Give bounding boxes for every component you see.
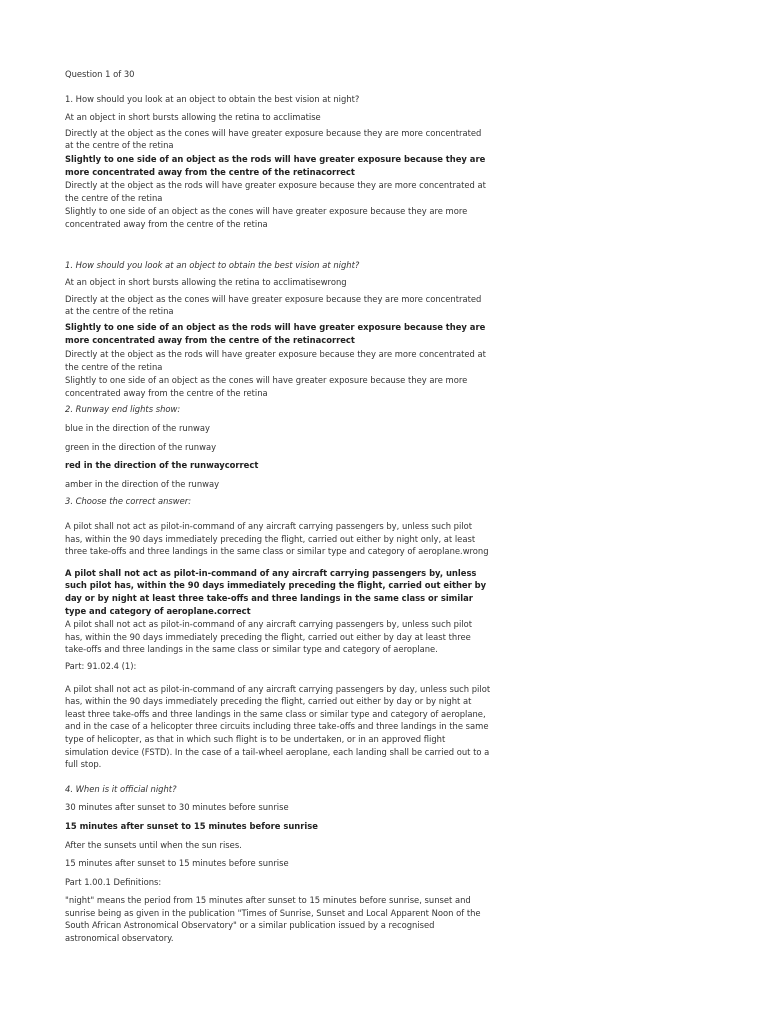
regulation-explanation: "night" means the period from 15 minutes after sunset to 15 minutes before sunrise, sunset and sunrise being as given in the publication "Times of Sunrise, Sunset and Local Apparent Noon of the South African Astronomical Observatory" or a similar publication issued by a recognised astronomical observatory. (65, 895, 481, 944)
question-text: 1. How should you look at an object to obtain the best vision at night? (65, 93, 360, 104)
answer-option: 15 minutes after sunset to 15 minutes before sunrise (65, 858, 289, 869)
answer-option-correct: Slightly to one side of an object as the rods will have greater exposure because they are more concentrated away from the centre of the retinacorrect (65, 321, 486, 345)
answer-option-correct: 15 minutes after sunset to 15 minutes before sunrise (65, 820, 318, 831)
answer-option: Directly at the object as the rods will have greater exposure because they are more concentrated at the centre of the retina (65, 349, 486, 372)
question-1-block (65, 93, 491, 231)
regulation-reference: Part: 91.02.4 (1): (65, 660, 137, 671)
answer-option: blue in the direction of the runway (65, 423, 210, 434)
document-page (65, 68, 491, 945)
answer-option: Slightly to one side of an object as the cones will have greater exposure because they are more concentrated away from the centre of the retina (65, 375, 468, 398)
answer-option-wrong: At an object in short bursts allowing the retina to acclimatisewrong (65, 277, 347, 288)
review-question-3 (65, 495, 491, 770)
answer-option-correct: Slightly to one side of an object as the rods will have greater exposure because they are more concentrated away from the centre of the retinacorrect (65, 153, 486, 177)
review-question-text: 3. Choose the correct answer: (65, 496, 192, 507)
answer-option: Directly at the object as the rods will have greater exposure because they are more concentrated at the centre of the retina (65, 180, 486, 203)
answer-option: 30 minutes after sunset to 30 minutes before sunrise (65, 802, 289, 813)
question-counter: Question 1 of 30 (65, 69, 135, 79)
answer-option: green in the direction of the runway (65, 441, 217, 452)
answer-option: After the sunsets until when the sun rises. (65, 839, 242, 850)
regulation-reference: Part 1.00.1 Definitions: (65, 876, 162, 887)
answer-option-wrong: A pilot shall not act as pilot-in-command of any aircraft carrying passengers by, unless such pilot has, within the 90 days immediately preceding the flight, carried out either by night only, at least three take-offs and three landings in the same class or similar type and category of aeroplane.wrong (65, 521, 489, 557)
review-question-2 (65, 403, 491, 490)
answer-option: amber in the direction of the runway (65, 478, 220, 489)
review-question-text: 1. How should you look at an object to obtain the best vision at night? (65, 259, 360, 270)
answer-option-correct: A pilot shall not act as pilot-in-command of any aircraft carrying passengers by, unless such pilot has, within the 90 days immediately preceding the flight, carried out either by day or by night at least three take-offs and three landings in the same class or similar type and category of aeroplane.correct (65, 567, 487, 616)
answer-option: Slightly to one side of an object as the cones will have greater exposure because they are more concentrated away from the centre of the retina (65, 206, 468, 229)
answer-option: Directly at the object as the cones will have greater exposure because they are more concentrated at the centre of the retina (65, 293, 482, 317)
answer-option: A pilot shall not act as pilot-in-command of any aircraft carrying passengers by, unless such pilot has, within the 90 days immediately preceding the flight, carried out either by day at least three take-offs and three landings in the same class or similar type and category of aeroplane. (65, 619, 473, 655)
review-question-text: 2. Runway end lights show: (65, 404, 181, 415)
answer-option: Directly at the object as the cones will have greater exposure because they are more concentrated at the centre of the retina (65, 127, 482, 151)
review-question-1 (65, 259, 491, 400)
review-question-text: 4. When is it official night? (65, 783, 177, 794)
answer-option-correct: red in the direction of the runwaycorrect (65, 460, 259, 471)
regulation-explanation: A pilot shall not act as pilot-in-command of any aircraft carrying passengers by day, unless such pilot has, within the 90 days immediately preceding the flight, carried out either by day or by night at least three take-offs and three landings in the same class or similar type and category of aeroplane, and in the case of a helicopter three circuits including three take-offs and three landings in the same type of helicopter, as that in which such flight is to be undertaken, or in an approved flight simulation device (FSTD). In the case of a tail-wheel aeroplane, each landing shall be carried out to a full stop. (65, 683, 491, 770)
review-section (65, 259, 491, 945)
answer-option: At an object in short bursts allowing the retina to acclimatise (65, 112, 321, 123)
review-question-4 (65, 783, 491, 945)
